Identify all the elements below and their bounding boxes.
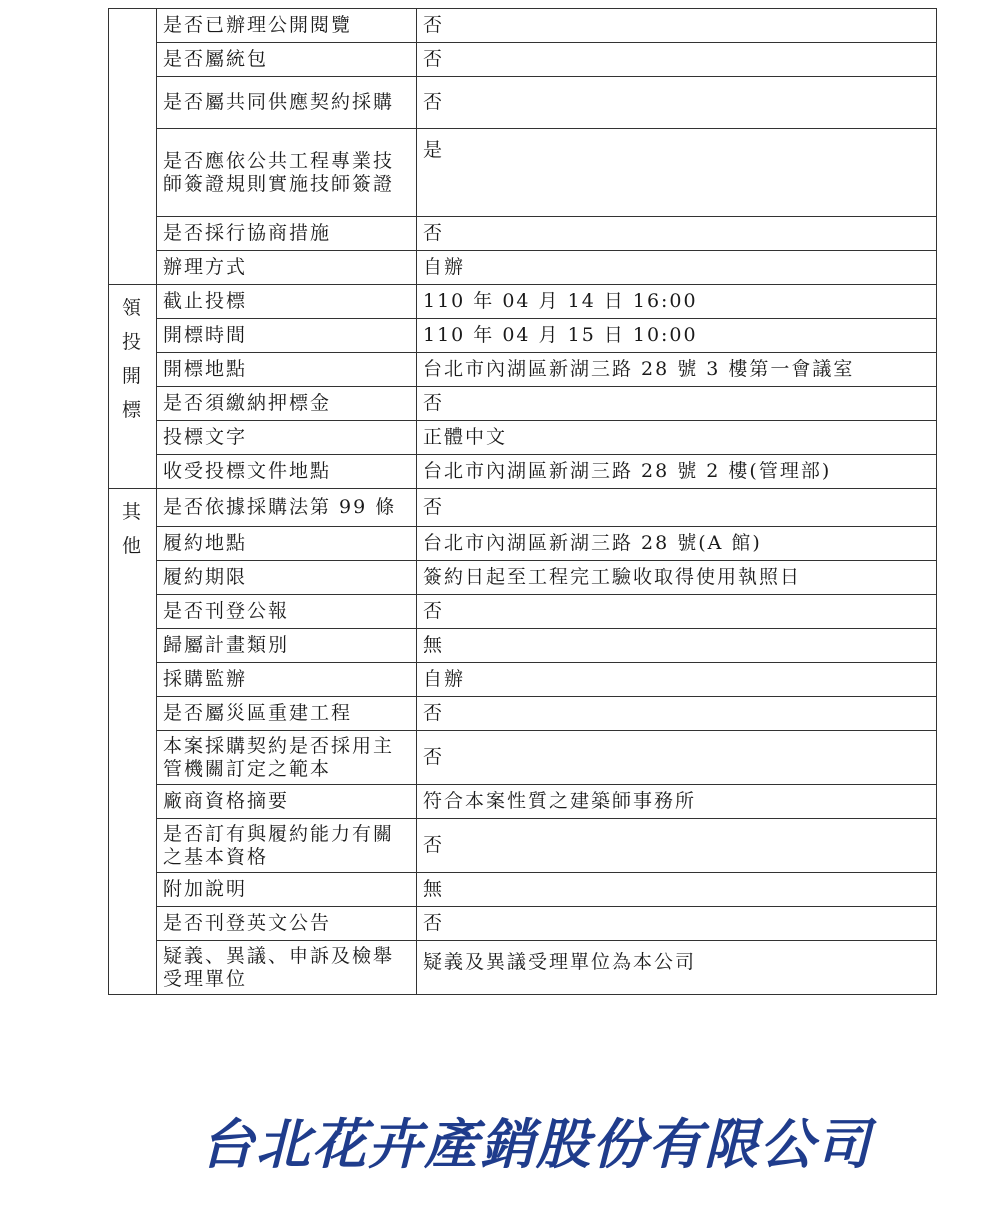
row-label: 履約期限 xyxy=(157,561,417,595)
row-value: 台北市內湖區新湖三路 28 號 2 樓(管理部) xyxy=(417,455,937,489)
section-cell-general xyxy=(109,9,157,285)
row-value: 符合本案性質之建築師事務所 xyxy=(417,785,937,819)
row-label: 是否刊登公報 xyxy=(157,595,417,629)
row-value: 否 xyxy=(417,77,937,129)
row-label: 是否屬共同供應契約採購 xyxy=(157,77,417,129)
row-value: 否 xyxy=(417,489,937,527)
row-label: 廠商資格摘要 xyxy=(157,785,417,819)
row-label: 本案採購契約是否採用主管機關訂定之範本 xyxy=(157,731,417,785)
row-label: 收受投標文件地點 xyxy=(157,455,417,489)
row-label: 附加說明 xyxy=(157,873,417,907)
row-label: 截止投標 xyxy=(157,285,417,319)
table-row xyxy=(109,455,937,489)
row-label: 是否刊登英文公告 xyxy=(157,907,417,941)
table-row xyxy=(109,421,937,455)
table-row xyxy=(109,353,937,387)
row-value: 無 xyxy=(417,629,937,663)
row-label: 是否須繳納押標金 xyxy=(157,387,417,421)
table-row xyxy=(109,907,937,941)
row-label: 是否屬災區重建工程 xyxy=(157,697,417,731)
table-row xyxy=(109,527,937,561)
table-row xyxy=(109,561,937,595)
table-row xyxy=(109,595,937,629)
section-char: 投 xyxy=(121,331,143,353)
table-row xyxy=(109,129,937,217)
row-label: 是否採行協商措施 xyxy=(157,217,417,251)
row-label: 辦理方式 xyxy=(157,251,417,285)
row-value: 台北市內湖區新湖三路 28 號(A 館) xyxy=(417,527,937,561)
row-value: 否 xyxy=(417,595,937,629)
row-label: 疑義、異議、申訴及檢舉受理單位 xyxy=(157,941,417,995)
row-value: 簽約日起至工程完工驗收取得使用執照日 xyxy=(417,561,937,595)
row-label: 歸屬計畫類別 xyxy=(157,629,417,663)
row-value: 110 年 04 月 15 日 10:00 xyxy=(417,319,937,353)
row-value: 否 xyxy=(417,819,937,873)
section-char: 他 xyxy=(121,535,143,557)
row-label: 履約地點 xyxy=(157,527,417,561)
row-value: 否 xyxy=(417,731,937,785)
table-row xyxy=(109,77,937,129)
section-char: 其 xyxy=(121,501,143,523)
row-value: 否 xyxy=(417,217,937,251)
table-row xyxy=(109,217,937,251)
table-row xyxy=(109,819,937,873)
row-value: 無 xyxy=(417,873,937,907)
row-label: 是否訂有與履約能力有關之基本資格 xyxy=(157,819,417,873)
row-value: 正體中文 xyxy=(417,421,937,455)
table-row xyxy=(109,941,937,995)
row-label: 是否屬統包 xyxy=(157,43,417,77)
table-row xyxy=(109,251,937,285)
table-row xyxy=(109,697,937,731)
row-label: 開標地點 xyxy=(157,353,417,387)
table-row xyxy=(109,9,937,43)
row-value: 110 年 04 月 14 日 16:00 xyxy=(417,285,937,319)
row-label: 是否應依公共工程專業技師簽證規則實施技師簽證 xyxy=(157,129,417,217)
table-row xyxy=(109,663,937,697)
row-value: 是 xyxy=(417,129,937,217)
company-name-stamp: 台北花卉產銷股份有限公司 xyxy=(200,1113,872,1176)
table-row xyxy=(109,489,937,527)
section-char: 標 xyxy=(121,399,143,421)
procurement-info-table xyxy=(108,8,937,995)
section-char: 領 xyxy=(121,297,143,319)
section-char: 開 xyxy=(121,365,143,387)
table-row xyxy=(109,43,937,77)
section-title-other xyxy=(109,489,157,995)
row-label: 投標文字 xyxy=(157,421,417,455)
row-value: 否 xyxy=(417,697,937,731)
row-value: 自辦 xyxy=(417,663,937,697)
section-title-bid-opening xyxy=(109,285,157,489)
table-row xyxy=(109,387,937,421)
table-row xyxy=(109,785,937,819)
row-value: 否 xyxy=(417,43,937,77)
table-row xyxy=(109,285,937,319)
row-value: 自辦 xyxy=(417,251,937,285)
table-row xyxy=(109,629,937,663)
row-value: 台北市內湖區新湖三路 28 號 3 樓第一會議室 xyxy=(417,353,937,387)
row-value: 否 xyxy=(417,907,937,941)
row-label: 採購監辦 xyxy=(157,663,417,697)
table-row xyxy=(109,873,937,907)
table-row xyxy=(109,319,937,353)
row-label: 是否依據採購法第 99 條 xyxy=(157,489,417,527)
table-row xyxy=(109,731,937,785)
row-value: 否 xyxy=(417,387,937,421)
row-label: 是否已辦理公開閱覽 xyxy=(157,9,417,43)
row-value: 否 xyxy=(417,9,937,43)
row-label: 開標時間 xyxy=(157,319,417,353)
row-value: 疑義及異議受理單位為本公司 xyxy=(417,941,937,995)
